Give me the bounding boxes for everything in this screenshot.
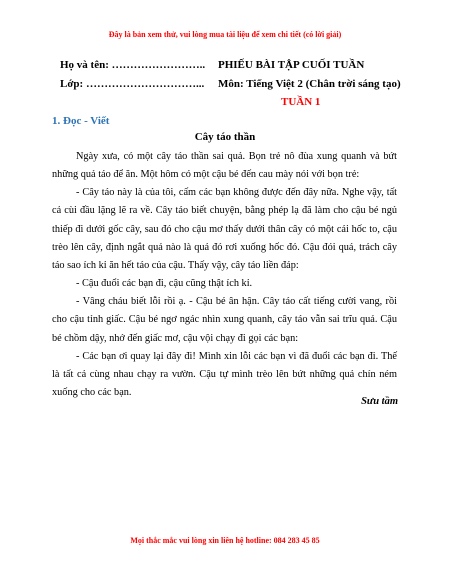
story-paragraph: - Cậu đuổi các bạn đi, cậu cũng thật ích kỉ. — [76, 278, 253, 290]
story-paragraph: Ngày xưa, có một cây táo thần sai quả. Bọn trẻ nô đùa xung quanh và bứt những quả táo để ăn. Một hôm có một cậu bé đến cau mày nói với bọn trẻ: — [52, 151, 397, 181]
story-paragraph: - Vâng cháu biết lỗi rồi ạ. - Cậu bé ân hận. Cây táo cất tiếng cười vang, rồi cho cậu tỉnh giấc. Cậu bé ngơ ngác nhìn xung quanh, cây táo vẫn sai trĩu quả. Cậu bé chồm dậy, nhớ đến giấc mơ, cậu vội chạy đi gọi các bạn: — [52, 296, 397, 344]
class-field: Lớp: …………………………... — [60, 78, 205, 90]
story-title: Cây táo thần — [194, 131, 256, 143]
story-paragraph: - Các bạn ơi quay lại đây đi! Mình xin lỗi các bạn vì đã đuổi các bạn đi. Thế là tất cả cùng nhau chạy ra vườn. Cậu tự mình trèo lên bứt những quả chín ném xuống cho các bạn. — [52, 350, 397, 399]
story-paragraph: - Cây táo này là của tôi, cấm các bạn không được đến đây nữa. Nghe vậy, tất cả cùi đầu lặng lẽ ra về. Cây táo biết chuyện, bằng phép lạ đã làm cho cậu bé ngủ thiếp đi dưới gốc cây, sau đó cho cậu mơ thấy dưới thân cây có một cái hốc to, cậu trèo lên cây, định ngắt quả nào là quả đó rơi xuống hốc đó. Cậu đói quá, trách cây táo sao ích kỉ ăn hết táo của cậu. Thấy vậy, cây táo liền đáp: — [52, 187, 397, 271]
worksheet-title: PHIẾU BÀI TẬP CUỐI TUẦN — [218, 59, 365, 71]
student-name-field: Họ và tên: …………………….. — [60, 59, 206, 71]
preview-notice-banner: Đây là bản xem thử, vui lòng mua tài liệu để xem chi tiết (có lời giải) — [108, 30, 342, 39]
subject-label: Môn: Tiếng Việt 2 (Chân trời sáng tạo) — [218, 78, 401, 90]
section-heading: 1. Đọc - Viết — [52, 115, 110, 127]
hotline-banner: Mọi thắc mắc vui lòng xin liên hệ hotline: 084 283 45 85 — [130, 536, 320, 545]
week-label: TUẦN 1 — [281, 96, 321, 108]
story-source: Sưu tầm — [361, 396, 398, 407]
story-body — [52, 148, 397, 402]
